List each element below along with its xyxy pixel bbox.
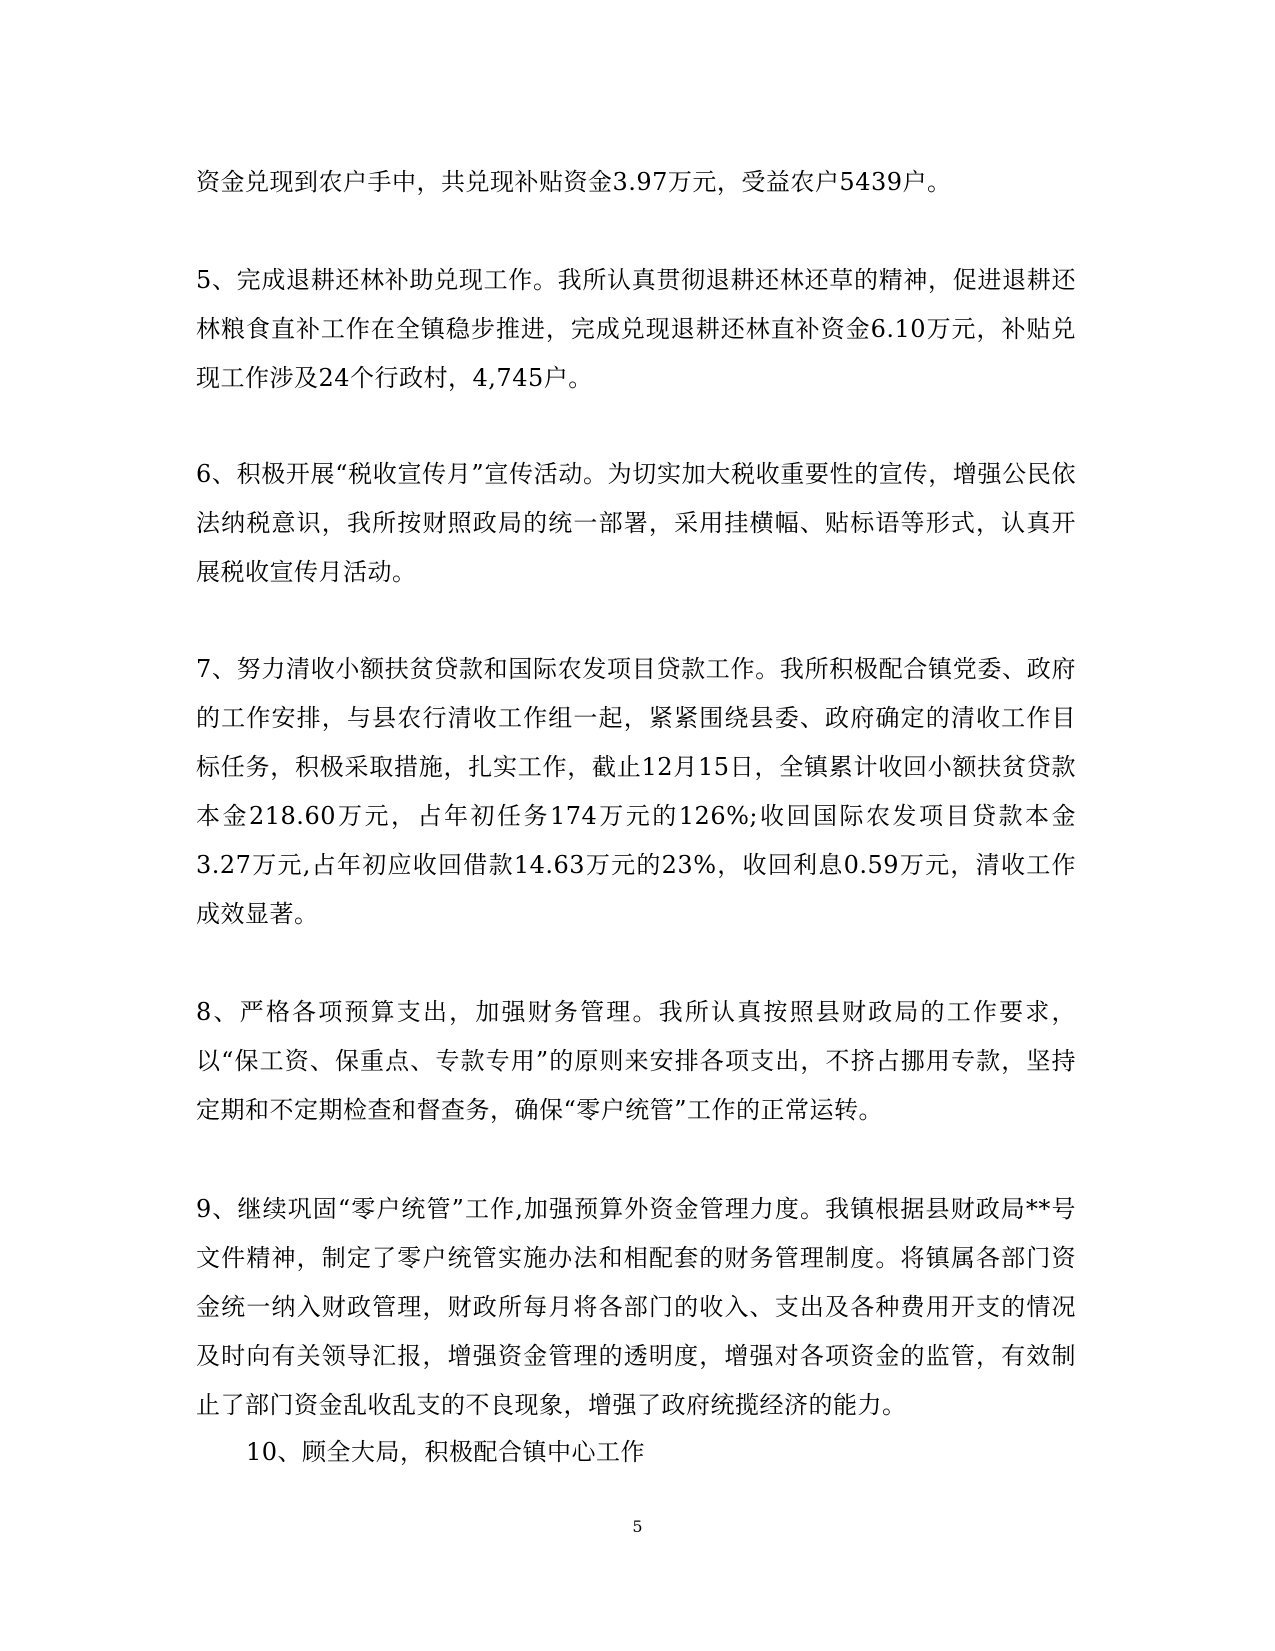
paragraph-item-8: 8、严格各项预算支出，加强财务管理。我所认真按照县财政局的工作要求，以“保工资、保重点、专款专用”的原则来安排各项支出，不挤占挪用专款，坚持定期和不定期检查和督查务，确保“零户统管”工作的正常运转。 [196,998,1076,1124]
paragraph-item-10: 10、顾全大局，积极配合镇中心工作 [246,1438,646,1466]
paragraph-item-7: 7、努力清收小额扶贫贷款和国际农发项目贷款工作。我所积极配合镇党委、政府的工作安排，与县农行清收工作组一起，紧紧围绕县委、政府确定的清收工作目标任务，积极采取措施，扎实工作，截止12月15日，全镇累计收回小额扶贫贷款本金218.60万元，占年初任务174万元的126%;收回国际农发项目贷款本金3.27万元,占年初应收回借款14.63万元的23%，收回利息0.59万元，清收工作成效显著。 [196,655,1076,928]
paragraph-subsidy-continuation: 资金兑现到农户手中，共兑现补贴资金3.97万元，受益农户5439户。 [196,168,952,196]
paragraph-item-5: 5、完成退耕还林补助兑现工作。我所认真贯彻退耕还林还草的精神，促进退耕还林粮食直补工作在全镇稳步推进，完成兑现退耕还林直补资金6.10万元，补贴兑现工作涉及24个行政村，4,745户。 [196,266,1076,392]
paragraph-item-6: 6、积极开展“税收宣传月”宣传活动。为切实加大税收重要性的宣传，增强公民依法纳税意识，我所按财照政局的统一部署，采用挂横幅、贴标语等形式，认真开展税收宣传月活动。 [196,460,1076,586]
page-number: 5 [632,1517,643,1536]
paragraph-item-9: 9、继续巩固“零户统管”工作,加强预算外资金管理力度。我镇根据县财政局**号文件精神，制定了零户统管实施办法和相配套的财务管理制度。将镇属各部门资金统一纳入财政管理，财政所每月将各部门的收入、支出及各种费用开支的情况及时向有关领导汇报，增强资金管理的透明度，增强对各项资金的监管，有效制止了部门资金乱收乱支的不良现象，增强了政府统揽经济的能力。 [196,1195,1076,1419]
